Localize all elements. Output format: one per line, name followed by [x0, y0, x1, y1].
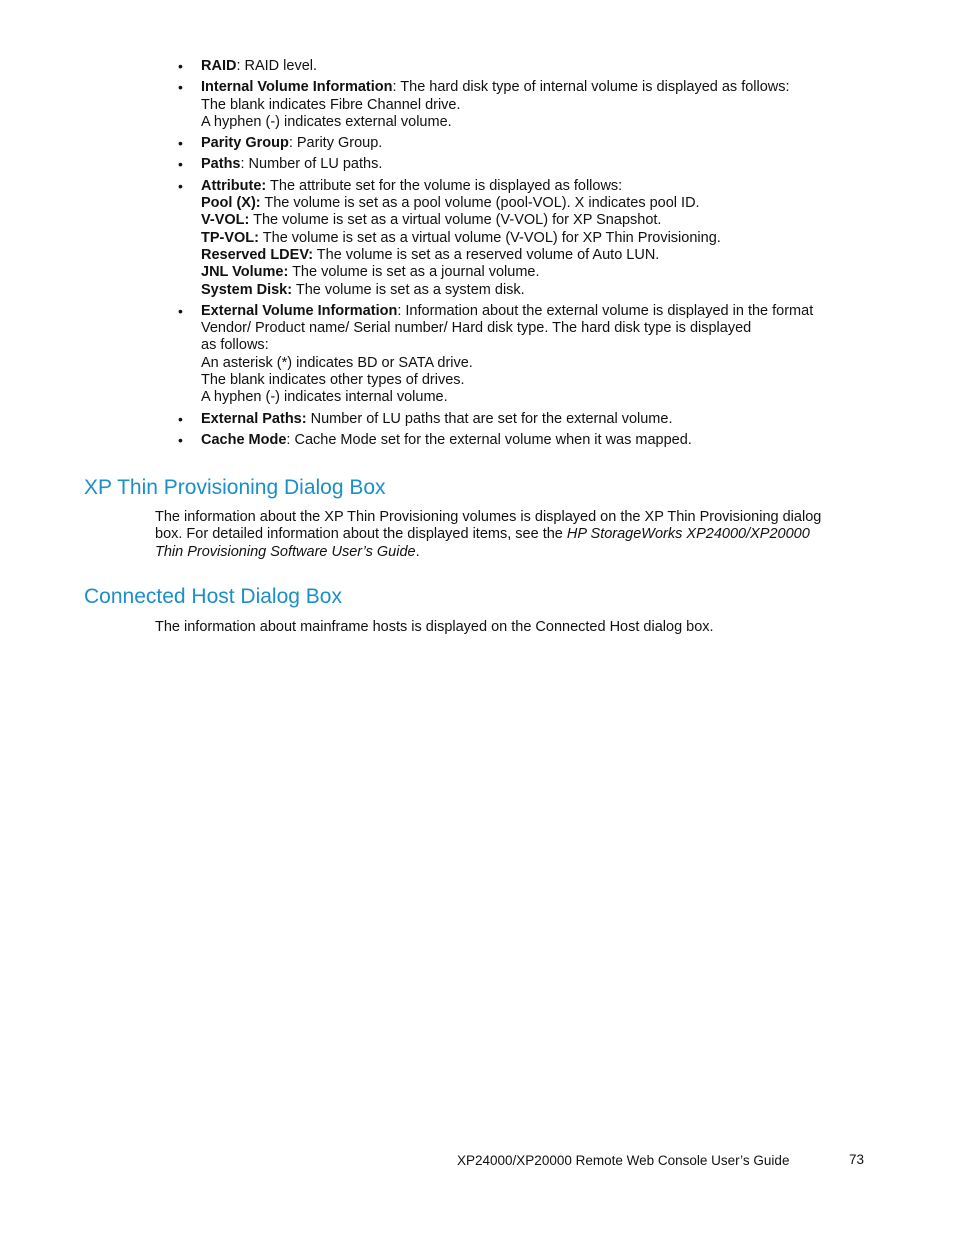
sub-line-text: A hyphen (-) indicates external volume. — [201, 113, 452, 130]
list-item-sub-line — [201, 372, 858, 389]
paragraph-text: box. For detailed information about the displayed items, see the — [155, 526, 567, 543]
list-item-term: Cache Mode — [201, 431, 287, 448]
list-item-separator: : — [397, 302, 402, 319]
sub-line-text: A hyphen (-) indicates internal volume. — [201, 389, 448, 406]
sub-line-text: as follows: — [201, 337, 269, 354]
list-item — [178, 178, 858, 299]
list-item-sub-line — [201, 114, 858, 131]
sub-line-text: Vendor/ Product name/ Serial number/ Hard disk type. The hard disk type is displayed — [201, 320, 752, 337]
list-item-first-line — [201, 178, 858, 195]
sub-line-text: An asterisk (*) indicates BD or SATA drive. — [201, 354, 473, 371]
paragraph-text: The information about the XP Thin Provisioning volumes is displayed on the XP Thin Provisioning dialog — [155, 509, 822, 525]
list-item-first-line — [201, 79, 858, 96]
sub-line-term: Pool (X): — [201, 195, 261, 212]
list-item-sub-line — [201, 212, 858, 229]
list-item-term: Internal Volume Information — [201, 79, 393, 96]
list-item-description: RAID level. — [240, 58, 318, 74]
paragraph-text: The information about mainframe hosts is displayed on the Connected Host dialog box. — [155, 619, 714, 635]
field-description-list — [178, 58, 858, 453]
list-item-sub-line — [201, 97, 858, 114]
list-item-separator: : — [240, 156, 245, 173]
sub-line-text: The volume is set as a virtual volume (V-VOL) for XP Thin Provisioning. — [259, 229, 721, 246]
paragraph-line — [155, 509, 855, 526]
sub-line-term: V-VOL: — [201, 212, 250, 229]
list-item-first-line — [201, 135, 858, 152]
list-item-term: Paths — [201, 156, 241, 173]
list-item-description: The attribute set for the volume is displayed as follows: — [266, 177, 623, 194]
list-item-term: Attribute: — [201, 177, 267, 194]
list-item-separator: : — [288, 135, 293, 152]
sub-line-term: System Disk: — [201, 281, 293, 298]
list-item-sub-line — [201, 355, 858, 372]
paragraph-line — [155, 526, 855, 543]
section-paragraph-connected-host — [155, 619, 855, 636]
paragraph-line — [155, 544, 855, 561]
list-item-first-line — [201, 303, 858, 320]
sub-line-text: The volume is set as a reserved volume of Auto LUN. — [313, 246, 660, 263]
list-item-separator: : — [286, 431, 291, 448]
list-item-term: Parity Group — [201, 135, 289, 152]
list-item — [178, 135, 858, 152]
sub-line-text: The blank indicates Fibre Channel drive. — [201, 96, 461, 113]
list-item-sub-line — [201, 320, 858, 337]
list-item-term: External Paths: — [201, 410, 307, 427]
sub-line-text: The volume is set as a pool volume (pool-VOL). X indicates pool ID. — [260, 195, 700, 212]
list-item — [178, 432, 858, 449]
list-item-description: Cache Mode set for the external volume when it was mapped. — [290, 431, 692, 448]
book-title-reference: HP StorageWorks XP24000/XP20000 — [566, 526, 810, 543]
list-item — [178, 79, 858, 131]
list-item-sub-line — [201, 247, 858, 264]
list-item — [178, 411, 858, 428]
list-item-first-line — [201, 156, 858, 173]
footer-page-number: 73 — [849, 1152, 865, 1167]
sub-line-text: The volume is set as a journal volume. — [288, 264, 540, 281]
section-heading-thin-provisioning: XP Thin Provisioning Dialog Box — [84, 476, 386, 499]
list-item-description: Parity Group. — [292, 135, 383, 152]
list-item-term: External Volume Information — [201, 302, 398, 319]
list-item-sub-line — [201, 337, 858, 354]
sub-line-text: The volume is set as a virtual volume (V-VOL) for XP Snapshot. — [249, 212, 662, 229]
list-item-separator: : — [392, 79, 397, 96]
list-item-sub-line — [201, 230, 858, 247]
list-item-separator: : — [236, 58, 241, 74]
sub-line-term: JNL Volume: — [201, 264, 289, 281]
footer-document-title: XP24000/XP20000 Remote Web Console User’s Guide — [457, 1153, 790, 1168]
list-item-term: RAID — [201, 58, 237, 74]
list-item-description: Number of LU paths. — [244, 156, 383, 173]
list-item-sub-line — [201, 389, 858, 406]
paragraph-line — [155, 619, 855, 636]
list-item-description: Number of LU paths that are set for the external volume. — [306, 410, 673, 427]
section-heading-connected-host: Connected Host Dialog Box — [84, 585, 342, 608]
list-item-description: Information about the external volume is displayed in the format — [401, 302, 814, 319]
sub-line-text: The volume is set as a system disk. — [292, 281, 525, 298]
list-item — [178, 58, 858, 75]
list-item-sub-line — [201, 282, 858, 299]
sub-line-term: Reserved LDEV: — [201, 246, 314, 263]
list-item-first-line — [201, 58, 858, 75]
list-item-description: The hard disk type of internal volume is displayed as follows: — [396, 79, 790, 96]
list-item-sub-line — [201, 264, 858, 281]
book-title-reference: Thin Provisioning Software User’s Guide — [155, 543, 416, 560]
list-item — [178, 156, 858, 173]
list-item — [178, 303, 858, 407]
sub-line-term: TP-VOL: — [201, 229, 259, 246]
paragraph-text: . — [415, 543, 420, 560]
sub-line-text: The blank indicates other types of drives. — [201, 372, 465, 389]
list-item-sub-line — [201, 195, 858, 212]
section-paragraph-thin-provisioning — [155, 509, 855, 561]
list-item-first-line — [201, 432, 858, 449]
list-item-first-line — [201, 411, 858, 428]
